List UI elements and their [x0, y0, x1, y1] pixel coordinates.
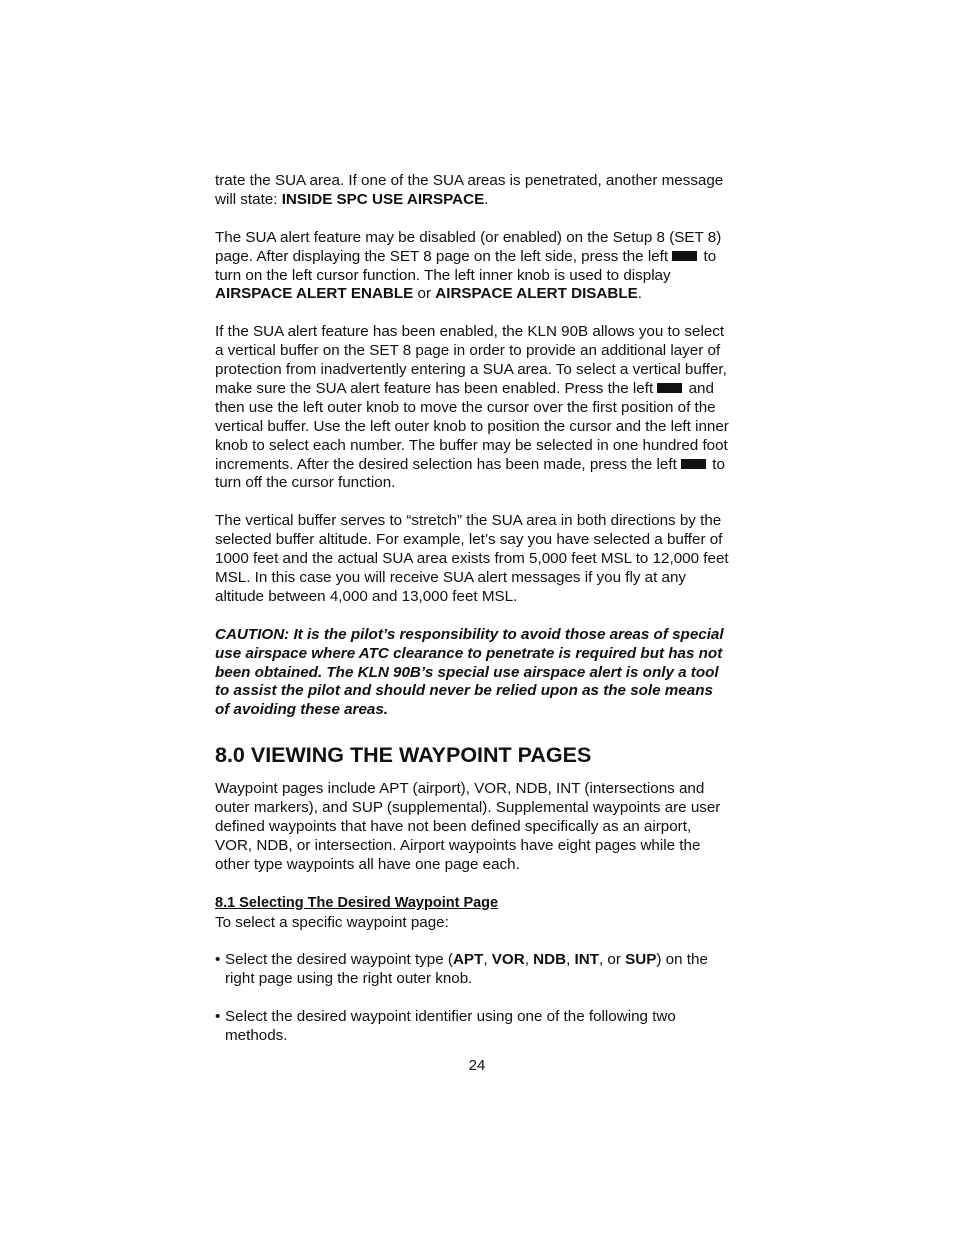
- bold-ndb: NDB: [533, 951, 567, 969]
- text: The SUA alert feature may be disabled (or enabled) on the Setup 8 (SET 8) page. After displaying the SET 8 page on the left side, press the left: [215, 228, 722, 265]
- text: to turn on the left cursor function. The left inner knob is used to display: [215, 247, 717, 284]
- caution-note: CAUTION: It is the pilot’s responsibility to avoid those areas of special use airspace where ATC clearance to penetrate is required but has not been obtained. The KLN 90B’s special use airspace alert is only a tool to assist the pilot and should never be relied upon as the sole means of avoiding these areas.: [215, 625, 724, 719]
- paragraph-sua-alert-disable: [215, 229, 730, 305]
- text: .: [484, 190, 489, 208]
- list-item: [215, 951, 730, 989]
- text: and then use the left outer knob to move the cursor over the first position of the vertical buffer. Use the left outer knob to position the cursor and the left inner knob to select each number. The buffer may be selected in one hundred foot increments. After the desired selection has been made, press the left: [215, 379, 729, 473]
- paragraph-sua-penetration: [215, 172, 730, 210]
- text: or: [413, 285, 436, 303]
- bold-int: INT: [574, 951, 599, 969]
- page-content: [215, 170, 730, 1046]
- bullet-symbol: •: [215, 951, 221, 969]
- text: ,: [524, 951, 534, 969]
- text: ,: [566, 951, 575, 969]
- text: .: [637, 285, 642, 303]
- list-item-text: Select the desired waypoint identifier using one of the following two methods.: [225, 1008, 676, 1044]
- paragraph-vertical-buffer: [215, 323, 730, 493]
- bold-disable: AIRSPACE ALERT DISABLE: [435, 285, 638, 303]
- bold-apt: APT: [452, 951, 484, 969]
- text: , or: [598, 951, 626, 969]
- paragraph-waypoint-pages: Waypoint pages include APT (airport), VOR, NDB, INT (intersections and outer markers), and SUP (supplemental). Supplemental waypoints are user defined waypoints that have not been defined specifically as an airport, VOR, NDB, or intersection. Airport waypoints have eight pages while the other type waypoints all have one page each.: [215, 780, 721, 873]
- subsection-title: 8.1 Selecting The Desired Waypoint Page: [215, 894, 499, 911]
- bold-vor: VOR: [491, 951, 525, 969]
- text: Select the desired waypoint type (: [225, 951, 453, 969]
- page-number: 24: [468, 1057, 486, 1074]
- cursor-button-icon: [672, 251, 697, 261]
- paragraph-select-intro: To select a specific waypoint page:: [215, 913, 449, 931]
- list-item: [215, 1008, 730, 1046]
- bold-sup: SUP: [625, 951, 657, 969]
- bold-message: INSIDE SPC USE AIRSPACE: [281, 190, 485, 208]
- cursor-button-icon: [657, 383, 682, 393]
- section-title: 8.0 VIEWING THE WAYPOINT PAGES: [215, 743, 592, 768]
- text: ,: [483, 951, 492, 969]
- bold-enable: AIRSPACE ALERT ENABLE: [215, 285, 414, 303]
- text: If the SUA alert feature has been enabled, the KLN 90B allows you to select a vertical buffer on the SET 8 page in order to provide an additional layer of protection from inadvertently entering a SUA area. To select a vertical buffer, make sure the SUA alert feature has been enabled. Press the left: [215, 323, 727, 397]
- text: ) on the right page using the right outer knob.: [225, 951, 708, 988]
- cursor-button-icon: [681, 459, 706, 469]
- list-item-text: [225, 951, 730, 989]
- text: to turn off the cursor function.: [215, 455, 725, 492]
- bullet-symbol: •: [215, 1008, 221, 1026]
- paragraph-buffer-example: The vertical buffer serves to “stretch” the SUA area in both directions by the selected buffer altitude. For example, let’s say you have selected a buffer of 1000 feet and the actual SUA area exists from 5,000 feet MSL to 12,000 feet MSL. In this case you will receive SUA alert messages if you fly at any altitude between 4,000 and 13,000 feet MSL.: [215, 512, 729, 605]
- text: trate the SUA area. If one of the SUA areas is penetrated, another message will state:: [215, 172, 724, 208]
